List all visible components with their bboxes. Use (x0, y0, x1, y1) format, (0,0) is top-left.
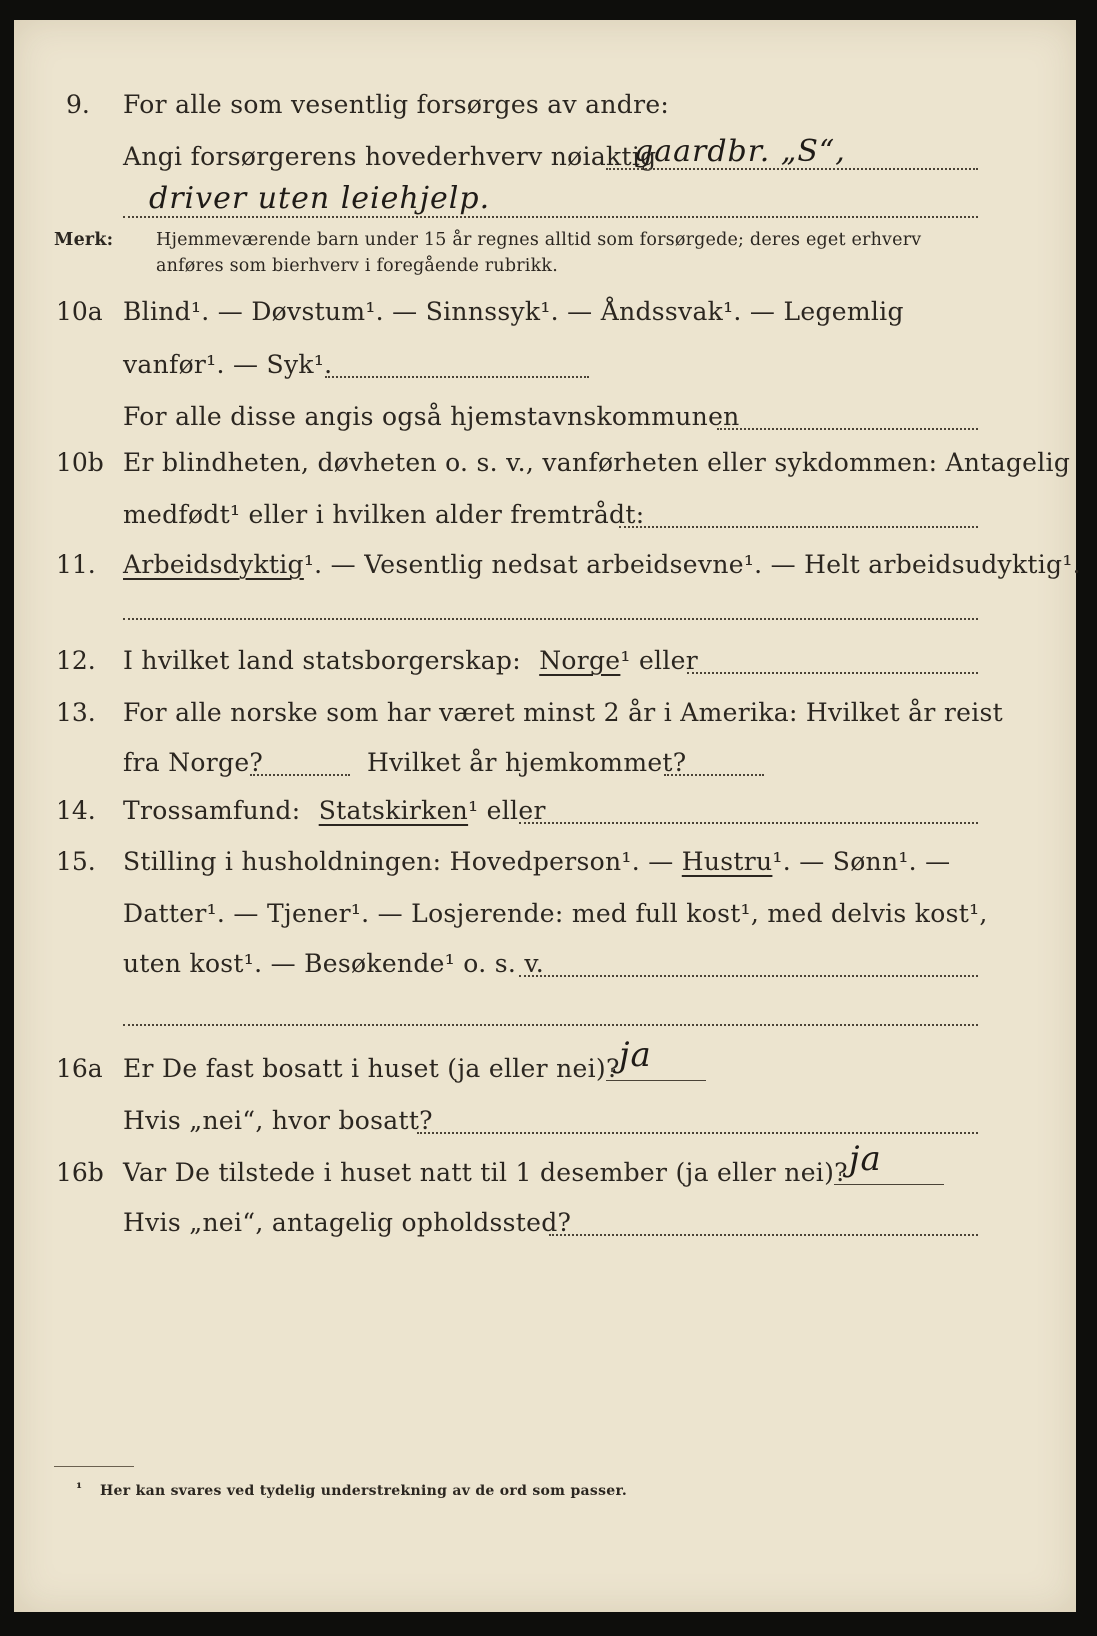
q13-line2b: Hvilket år hjemkommet? (367, 748, 687, 777)
q16a-line1: Er De fast bosatt i huset (ja eller nei)? (123, 1054, 620, 1083)
footnote-text: Her kan svares ved tydelig understrekning av de ord som passer. (100, 1483, 628, 1499)
footnote-mark: ¹ (76, 1481, 83, 1497)
q13-line2a: fra Norge? (123, 748, 264, 777)
q15-line1-suffix: ¹. — Sønn¹. — (772, 847, 951, 876)
q15-line1-prefix: Stilling i husholdningen: Hovedperson¹. — (123, 847, 674, 876)
q10b-line1: Er blindheten, døvheten o. s. v., vanførheten eller sykdommen: Antagelig (123, 448, 1071, 477)
q14-text (123, 796, 546, 826)
footnote-rule (54, 1466, 134, 1467)
q16b-line1: Var De tilstede i huset natt til 1 desember (ja eller nei)? (123, 1158, 848, 1187)
q11-answer-line (123, 618, 978, 620)
q10a-hjemstavn-answer-line (717, 428, 978, 430)
q16a-number: 16a (56, 1054, 103, 1083)
q12-underlined-answer: Norge (539, 646, 621, 675)
q16b-line2: Hvis „nei“, antagelig opholdssted? (123, 1208, 572, 1237)
q11-rest: ¹. — Vesentlig nedsat arbeidsevne¹. — Helt arbeidsudyktig¹. (303, 550, 1081, 579)
q16a-bosatt-answer-line (417, 1132, 978, 1134)
q14-underlined-answer: Statskirken (318, 796, 469, 825)
q10a-line2: vanfør¹. — Syk¹. (123, 350, 333, 379)
q16b-opholdssted-answer-line (549, 1234, 978, 1236)
q10a-syk-answer-line (325, 376, 589, 378)
q14-number: 14. (56, 796, 96, 825)
q14-answer-line (519, 822, 978, 824)
q16b-number: 16b (56, 1158, 104, 1187)
q16b-handwritten-answer: ja (849, 1139, 882, 1179)
q10b-number: 10b (56, 448, 104, 477)
q12-number: 12. (56, 646, 96, 675)
q11-text (123, 550, 1081, 580)
q13-hjemkommet-answer-line (664, 774, 764, 776)
q14-prefix: Trossamfund: (123, 796, 301, 825)
census-form-page (14, 20, 1081, 1612)
q15-answer-line2 (123, 1024, 978, 1026)
q12-prefix: I hvilket land statsborgerskap: (123, 646, 521, 675)
q9-line1: For alle som vesentlig forsørges av andre: (123, 90, 670, 119)
q14-suffix: ¹ eller (468, 796, 546, 825)
q13-line1: For alle norske som har været minst 2 år i Amerika: Hvilket år reist (123, 698, 1004, 727)
q13-reist-answer-line (250, 774, 350, 776)
q9-handwritten-answer1: gaardbr. „S“, (634, 134, 846, 169)
q10a-line3: For alle disse angis også hjemstavnskommunen (123, 402, 740, 431)
q10a-line1: Blind¹. — Døvstum¹. — Sinnssyk¹. — Åndssvak¹. — Legemlig (123, 297, 904, 326)
q15-underlined-answer: Hustru (681, 847, 773, 876)
q15-line1 (123, 847, 950, 877)
q10b-answer-line (619, 526, 978, 528)
merk-line2: anføres som bierhverv i foregående rubrikk. (156, 256, 558, 276)
q11-underlined-answer: Arbeidsdyktig (123, 550, 304, 579)
q13-number: 13. (56, 698, 96, 727)
q16a-handwritten-answer: ja (619, 1035, 652, 1075)
q10b-line2: medfødt¹ eller i hvilken alder fremtrådt: (123, 500, 645, 529)
q15-line2: Datter¹. — Tjener¹. — Losjerende: med full kost¹, med delvis kost¹, (123, 899, 988, 928)
merk-line1: Hjemmeværende barn under 15 år regnes alltid som forsørgede; deres eget erhverv (156, 230, 922, 250)
q10a-number: 10a (56, 297, 103, 326)
merk-label: Merk: (54, 230, 114, 250)
q16a-line2: Hvis „nei“, hvor bosatt? (123, 1106, 433, 1135)
q12-answer-line (687, 672, 978, 674)
q9-answer-line2 (123, 216, 978, 218)
q16b-answer-line (834, 1184, 944, 1185)
q16a-answer-line (606, 1080, 706, 1081)
q9-line2: Angi forsørgerens hovederhverv nøiaktig (123, 142, 657, 171)
q12-text (123, 646, 698, 676)
q15-line3: uten kost¹. — Besøkende¹ o. s. v. (123, 949, 545, 978)
q12-suffix: ¹ eller (620, 646, 698, 675)
q9-handwritten-answer2: driver uten leiehjelp. (149, 181, 491, 216)
q15-number: 15. (56, 847, 96, 876)
q11-number: 11. (56, 550, 96, 579)
q9-number: 9. (66, 90, 90, 119)
q15-answer-line1 (519, 975, 978, 977)
